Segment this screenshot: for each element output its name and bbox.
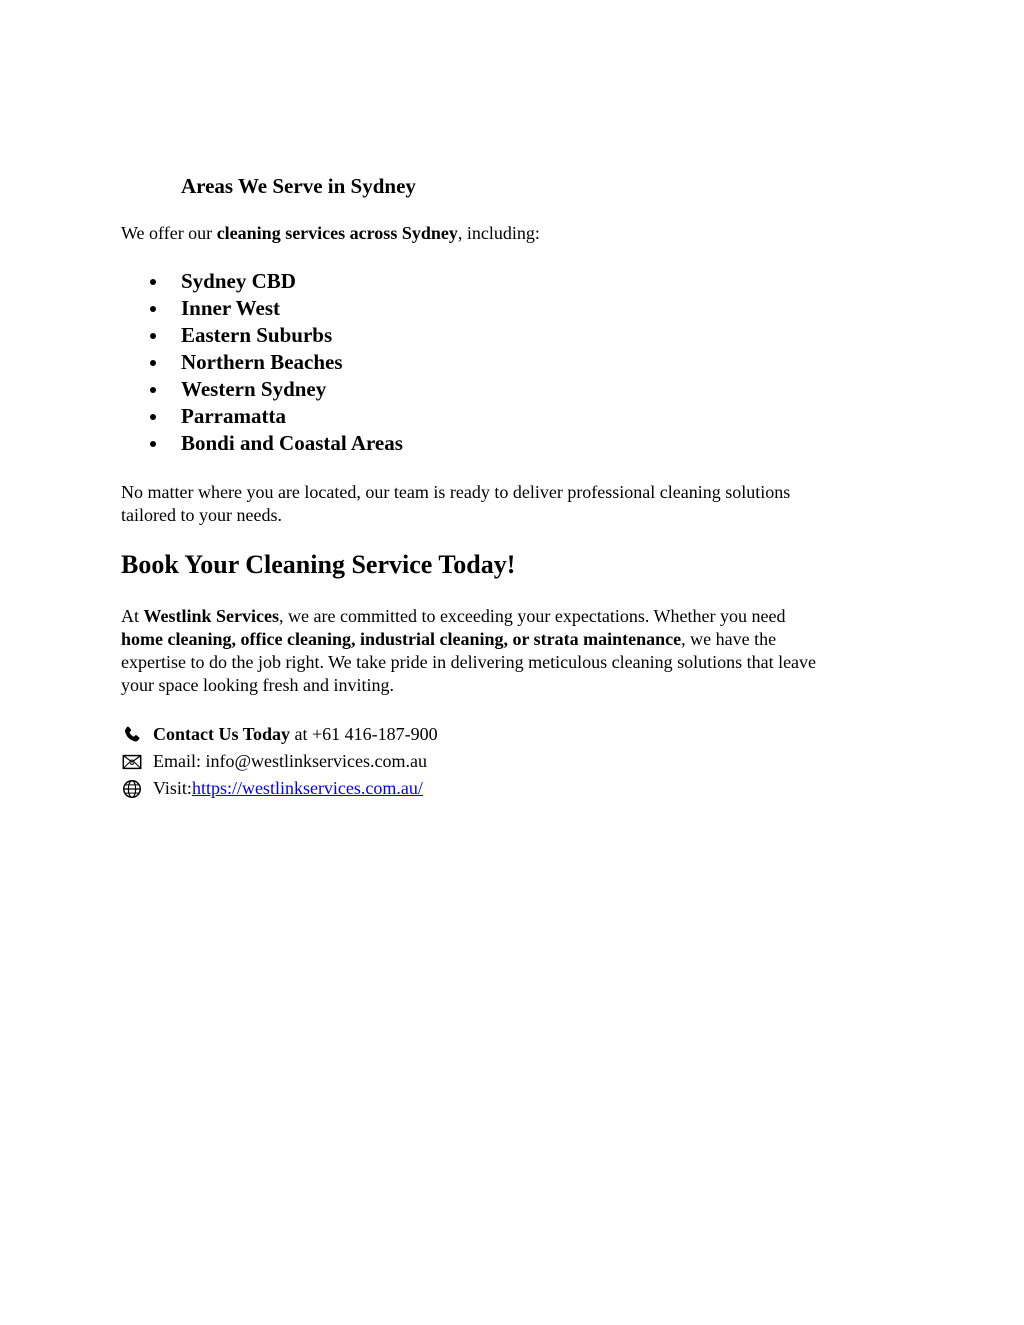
company-name: Westlink Services — [143, 606, 279, 626]
list-item — [0, 295, 600, 322]
booking-paragraph-line3: expertise to do the job right. We take pride in delivering meticulous cleaning solutions that leave — [121, 652, 817, 672]
booking-line1-suffix: , we are committed to exceeding your expectations. Whether you need — [279, 606, 786, 626]
area-label: Inner West — [181, 296, 280, 320]
contact-phone-text — [153, 722, 438, 746]
globe-icon — [121, 778, 143, 800]
list-item — [0, 403, 600, 430]
list-item — [0, 430, 600, 457]
booking-heading: Book Your Cleaning Service Today! — [121, 550, 516, 579]
booking-paragraph-line1 — [121, 605, 785, 628]
phone-number: at +61 416-187-900 — [290, 724, 438, 744]
bullet-icon — [150, 414, 156, 420]
areas-intro-suffix: , including: — [457, 223, 540, 243]
contact-phone-row — [121, 722, 821, 748]
bullet-icon — [150, 441, 156, 447]
bullet-icon — [150, 387, 156, 393]
booking-paragraph-line2 — [121, 628, 776, 651]
area-label: Western Sydney — [181, 377, 327, 401]
area-label: Eastern Suburbs — [181, 323, 333, 347]
website-link[interactable]: https://westlinkservices.com.au/ — [191, 778, 423, 798]
booking-line2-suffix: , we have the — [681, 629, 777, 649]
booking-line1-prefix: At — [121, 606, 144, 626]
areas-intro-bold: cleaning services across Sydney — [216, 223, 458, 243]
areas-closing — [121, 481, 790, 527]
contact-email-row — [121, 749, 821, 775]
area-label: Sydney CBD — [181, 269, 296, 293]
areas-intro — [121, 222, 540, 245]
list-item — [0, 322, 600, 349]
contact-email-text: Email: info@westlinkservices.com.au — [153, 751, 428, 771]
area-label: Bondi and Coastal Areas — [181, 431, 403, 455]
list-item — [0, 268, 600, 295]
bullet-icon — [150, 333, 156, 339]
phone-icon — [121, 724, 143, 746]
contact-us-bold: Contact Us Today — [153, 724, 291, 744]
list-item — [0, 376, 600, 403]
areas-closing-line1: No matter where you are located, our team is ready to deliver professional cleaning solutions — [121, 482, 791, 502]
booking-paragraph-line4: your space looking fresh and inviting. — [121, 675, 394, 695]
list-item — [0, 349, 600, 376]
area-label: Northern Beaches — [181, 350, 343, 374]
area-label: Parramatta — [181, 404, 286, 428]
areas-heading: Areas We Serve in Sydney — [181, 174, 416, 198]
bullet-icon — [150, 306, 156, 312]
areas-intro-prefix: We offer our — [121, 223, 217, 243]
contact-web-text — [153, 776, 423, 800]
areas-closing-line2: tailored to your needs. — [121, 505, 282, 525]
visit-label: Visit: — [153, 778, 192, 798]
contact-web-row — [121, 776, 821, 802]
bullet-icon — [150, 279, 156, 285]
services-list-bold: home cleaning, office cleaning, industrial cleaning, or strata maintenance — [121, 629, 682, 649]
bullet-icon — [150, 360, 156, 366]
envelope-icon — [121, 751, 143, 773]
